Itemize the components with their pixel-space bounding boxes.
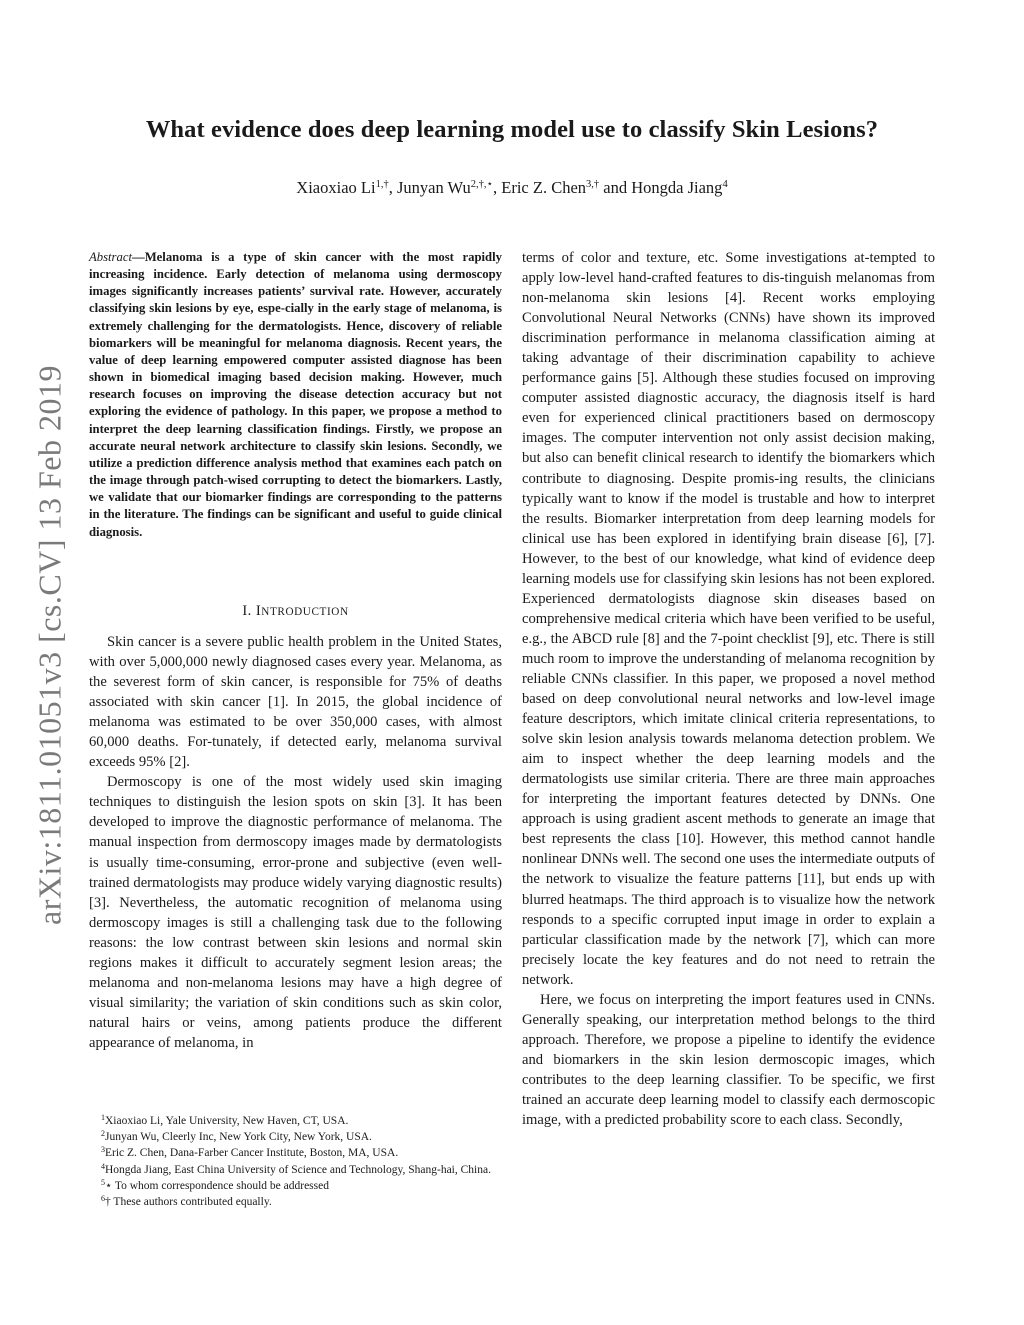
footnote: $^4$Hongda Jiang, East China University of Science and Technology, Shang-hai, China. [101, 1161, 491, 1176]
author: Junyan $Wu^{2,\dagger,⋆}$, [396, 178, 502, 197]
footnote: $^3$Eric Z. Chen, Dana-Farber Cancer Institute, Boston, MA, USA. [101, 1145, 399, 1160]
author: Hongda Jiang$^4$ [631, 178, 728, 197]
author-affiliation-mark: 1,† [375, 179, 389, 190]
author-affiliation-mark: 4 [722, 179, 728, 190]
right-column-body [522, 248, 935, 1130]
arxiv-identifier: arXiv:1811.01051v3 [cs.CV] 13 Feb 2019 [31, 365, 68, 925]
paragraph: terms of color and texture, etc. Some investigations at-tempted to apply low-level hand-crafted features to dis-tinguish melanomas from non-melanoma skin lesions [4]. Recent works employing Convolutional Neural Networks (CNNs) have shown its improved discrimination performance in melanoma classification aiming at taking advantage of their discrimination capability to achieve performance gains [5]. Although these studies focused on improving computer assisted diagnostic accuracy, the diagnosis itself is hard even for experienced clinical practitioners based on dermoscopy images. The computer intervention not only assist decision making, but also can benefit clinical research to identify the biomarkers which contribute to diagnosing. Despite promis-ing results, the clinicians typically want to know if the model is trustable and how to interpret the results. Biomarker interpretation from deep learning models for clinical use has been explored in identifying brain disease [6], [7]. However, to the best of our knowledge, what kind of evidence deep learning models use for classifying skin lesions has not been explored. Experienced dermatologists diagnose skin diseases based on comprehensive medical criteria which have been verified to be useful, e.g., the ABCD rule [8] and the 7-point checklist [9], etc. There is still much room to improve the understanding of melanoma recognition by reliable CNNs classifier. In this paper, we proposed a novel method based on deep convolutional neural networks and low-level image feature descriptors, which imitate clinical criteria representations, to solve skin lesion analysis towards melanoma detection problem. We aim to inspect whether the deep learning models and the dermatologists use similar criteria. There are three main approaches for interpreting the important features detected by DNNs. One approach is using gradient ascent methods to generate an image that best represents the class [10]. However, this method cannot handle nonlinear DNNs well. The second one uses the intermediate outputs of the network to visualize the feature patterns [11], but ends up with blurred heatmaps. The third approach is to visualize how the network responds to a specific corrupted input image in order to explain a particular classification made by the network [7], which can more precisely locate the key features and do not need to retrain the network. [522, 250, 935, 988]
paragraph: Here, we focus on interpreting the import features used in CNNs. Generally speaking, our interpretation method belongs to the third approach. Therefore, we propose a pipeline to identify the evidence and biomarkers in the skin lesion dermoscopic images, which contributes to the deep learning classifier. To be specific, we first trained an accurate deep learning model to classify each dermoscopic image, with a predicted probability score to each class. Secondly, [522, 991, 935, 1129]
abstract-label: Abstract [89, 250, 132, 264]
abstract-text: Melanoma is a type of skin cancer with the most rapidly increasing incidence. Early detection of melanoma using dermoscopy images significantly increases patients’ survival rate. However, accurately classifying skin lesions by eye, espe-cially in the early stage of melanoma, is extremely challenging for the dermatologists. Hence, discovery of reliable biomarkers will be meaningful for melanoma diagnosis. Recent years, the value of deep learning empowered computer assisted diagnose has been shown in biomedical imaging based decision making. However, much research focuses on improving the disease detection accuracy but not exploring the evidence of pathology. In this paper, we propose a method to interpret the deep learning classification findings. Firstly, we propose an accurate neural network architecture to classify skin lesions. Secondly, we utilize a prediction difference analysis method that examines each patch on the image through patch-wised corrupting to detect the biomarkers. Lastly, we validate that our biomarker findings are corresponding to the patterns in the literature. The findings can be significant and useful to guide clinical diagnosis. [89, 250, 502, 539]
section-heading: I. INTRODUCTION [242, 603, 349, 619]
paragraph: Dermoscopy is one of the most widely used skin imaging techniques to distinguish the lesion spots on skin [3]. It has been developed to improve the diagnostic performance of melanoma. The manual inspection from dermoscopy images made by dermatologists is usually time-consuming, error-prone and subjective (even well-trained dermatologists may produce widely varying diagnostic results)[3]. Nevertheless, the automatic recognition of melanoma using dermoscopy images is still a challenging task due to the following reasons: the low contrast between skin lesions and normal skin regions makes it difficult to accurately segment lesion areas; the melanoma and non-melanoma lesions may have a high degree of visual similarity; the variation of skin conditions such as skin color, natural hairs or veins, among patients produce the different appearance of melanoma, in [89, 774, 502, 1051]
footnotes [89, 1113, 502, 1210]
abstract-dash: — [132, 250, 145, 264]
abstract [89, 249, 502, 541]
footnote: $^1$Xiaoxiao Li, Yale University, New Haven, CT, USA. [101, 1113, 349, 1127]
author: Xiaoxiao $Li^{1,\dagger}$, [296, 178, 397, 197]
footnote: $^6$† These authors contributed equally. [101, 1194, 272, 1209]
paper-title: What evidence does deep learning model use to classify Skin Lesions? [145, 116, 879, 143]
author: Eric Z. Chen$^{3,\dagger}$ and [501, 178, 632, 197]
author-affiliation-mark: 3,† [586, 179, 600, 190]
footnote: $^5$⋆ To whom correspondence should be addressed [101, 1177, 329, 1192]
section-number: I. [242, 603, 252, 619]
footnote: $^2$Junyan Wu, Cleerly Inc, New York City, New York, USA. [101, 1129, 372, 1144]
paragraph: Skin cancer is a severe public health problem in the United States, with over 5,000,000 newly diagnosed cases every year. Melanoma, as the severest form of skin cancer, is responsible for 75% of deaths associated with skin cancer [1]. In 2015, the global incidence of melanoma was estimated to be over 350,000 cases, with almost 60,000 deaths. For-tunately, if detected early, melanoma survival exceeds 95% [2]. [89, 634, 502, 771]
left-column-body [89, 632, 502, 1053]
author-affiliation-mark: 2,†,⋆ [470, 179, 494, 190]
author-list [0, 178, 1024, 198]
